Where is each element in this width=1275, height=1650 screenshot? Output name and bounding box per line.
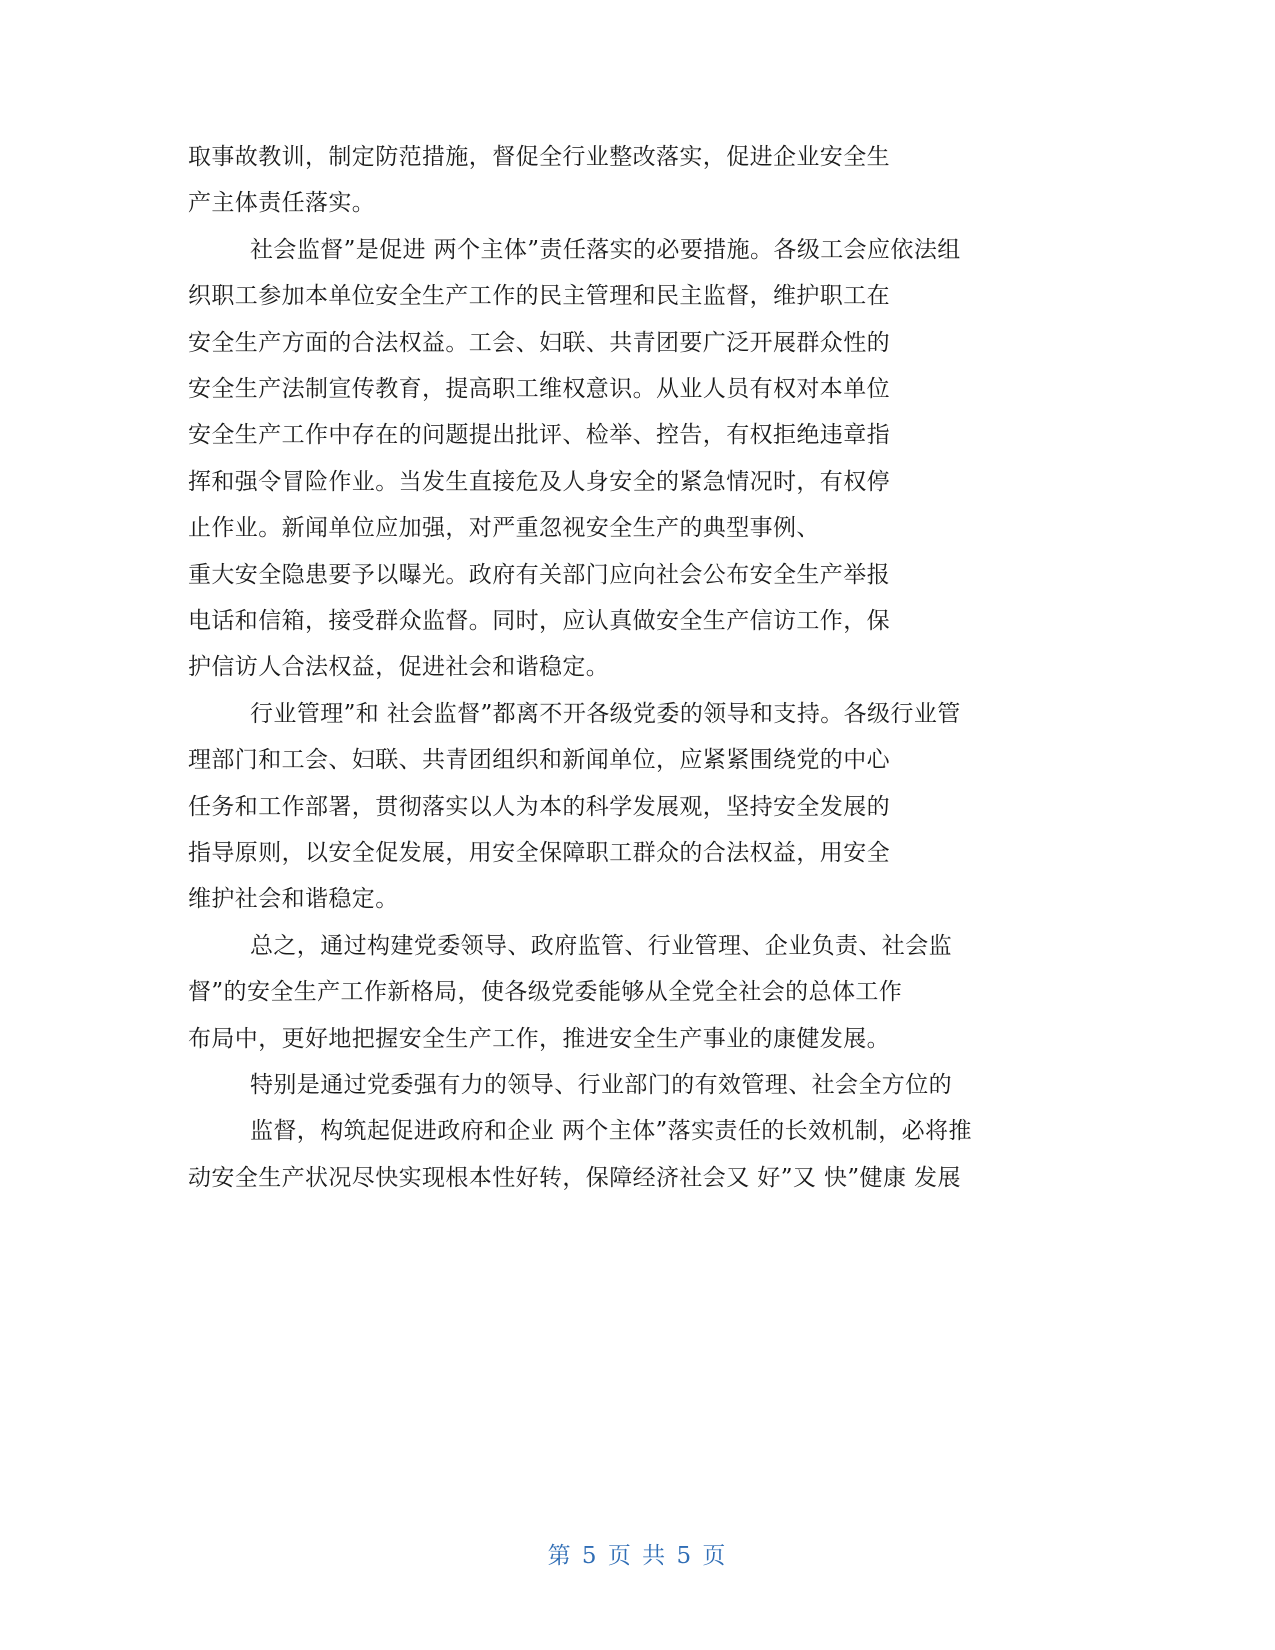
- paragraph-start-line: 社会监督”是促进 两个主体”责任落实的必要措施。各级工会应依法组: [250, 237, 961, 263]
- paragraph-start-line: 特别是通过党委强有力的领导、行业部门的有效管理、社会全方位的: [250, 1072, 952, 1098]
- text-line: 指导原则，以安全促发展，用安全保障职工群众的合法权益，用安全: [188, 840, 890, 866]
- paragraph-start-line: 行业管理”和 社会监督”都离不开各级党委的领导和支持。各级行业管: [250, 701, 961, 727]
- text-line: 维护社会和谐稳定。: [188, 886, 399, 912]
- text-line: 动安全生产状况尽快实现根本性好转，保障经济社会又 好”又 快”健康 发展: [188, 1165, 961, 1191]
- text-line: 织职工参加本单位安全生产工作的民主管理和民主监督，维护职工在: [188, 283, 890, 309]
- text-line: 安全生产法制宣传教育，提高职工维权意识。从业人员有权对本单位: [188, 376, 890, 402]
- text-line: 护信访人合法权益，促进社会和谐稳定。: [188, 654, 610, 680]
- text-line: 止作业。新闻单位应加强，对严重忽视安全生产的典型事例、: [188, 515, 820, 541]
- text-line: 重大安全隐患要予以曝光。政府有关部门应向社会公布安全生产举报: [188, 562, 890, 588]
- text-line: 电话和信箱，接受群众监督。同时，应认真做安全生产信访工作，保: [188, 608, 890, 634]
- text-line: 任务和工作部署，贯彻落实以人为本的科学发展观，坚持安全发展的: [188, 794, 890, 820]
- page-number-footer: 第 5 页 共 5 页: [547, 1543, 728, 1569]
- text-line: 安全生产方面的合法权益。工会、妇联、共青团要广泛开展群众性的: [188, 330, 890, 356]
- text-line: 取事故教训，制定防范措施，督促全行业整改落实，促进企业安全生: [188, 144, 890, 170]
- text-line: 布局中，更好地把握安全生产工作，推进安全生产事业的康健发展。: [188, 1026, 890, 1052]
- text-line: 理部门和工会、妇联、共青团组织和新闻单位，应紧紧围绕党的中心: [188, 747, 890, 773]
- text-line: 挥和强令冒险作业。当发生直接危及人身安全的紧急情况时，有权停: [188, 469, 890, 495]
- paragraph-start-line: 监督，构筑起促进政府和企业 两个主体”落实责任的长效机制，必将推: [250, 1118, 972, 1144]
- text-line: 督”的安全生产工作新格局，使各级党委能够从全党全社会的总体工作: [188, 979, 903, 1005]
- text-line: 安全生产工作中存在的问题提出批评、检举、控告，有权拒绝违章指: [188, 422, 890, 448]
- text-line: 产主体责任落实。: [188, 190, 376, 216]
- paragraph-start-line: 总之，通过构建党委领导、政府监管、行业管理、企业负责、社会监: [250, 933, 952, 959]
